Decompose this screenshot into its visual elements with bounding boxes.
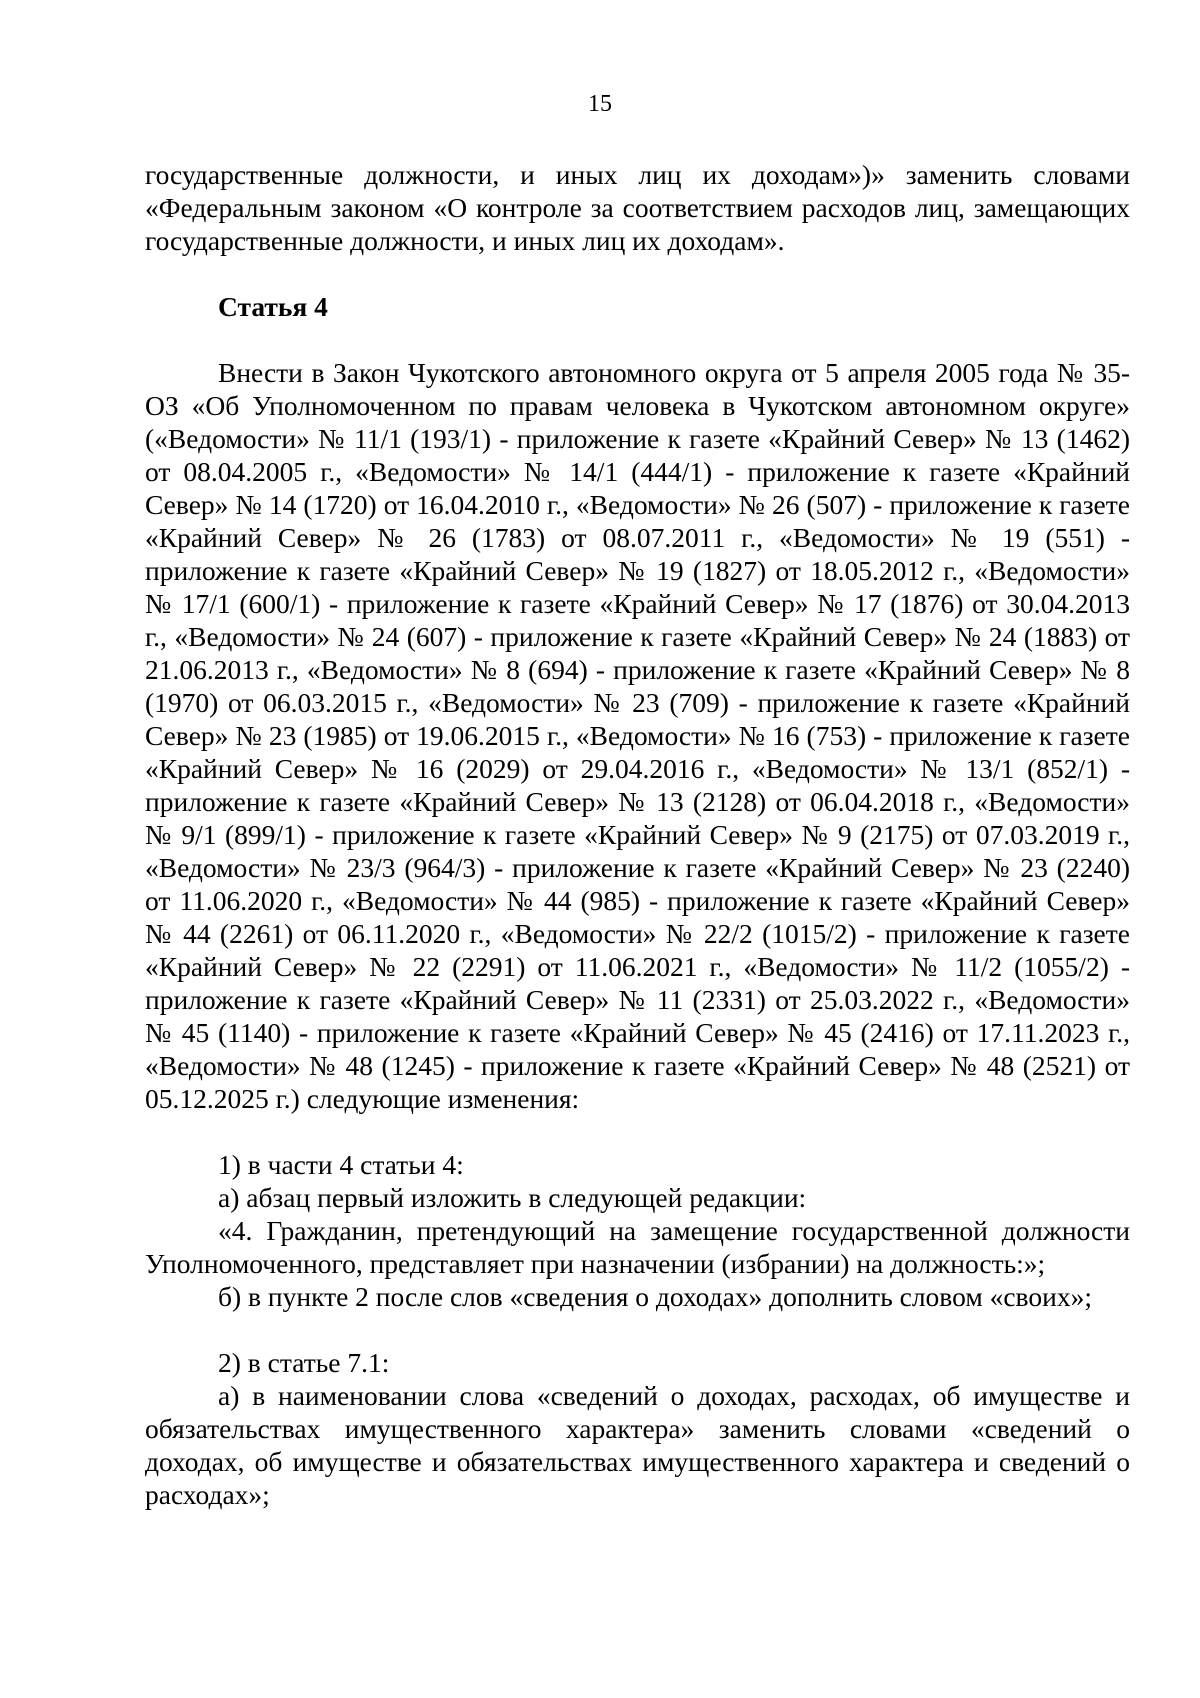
- main-paragraph: Внести в Закон Чукотского автономного округа от 5 апреля 2005 года № 35-ОЗ «Об Уполномоченном по правам человека в Чукотском автономном округе» («Ведомости» № 11/1 (193/1) - приложение к газете «Крайний Север» № 13 (1462) от 08.04.2005 г., «Ведомости» № 14/1 (444/1) - приложение к газете «Крайний Север» № 14 (1720) от 16.04.2010 г., «Ведомости» № 26 (507) - приложение к газете «Крайний Север» № 26 (1783) от 08.07.2011 г., «Ведомости» № 19 (551) - приложение к газете «Крайний Север» № 19 (1827) от 18.05.2012 г., «Ведомости» № 17/1 (600/1) - приложение к газете «Крайний Север» № 17 (1876) от 30.04.2013 г., «Ведомости» № 24 (607) - приложение к газете «Крайний Север» № 24 (1883) от 21.06.2013 г., «Ведомости» № 8 (694) - приложение к газете «Крайний Север» № 8 (1970) от 06.03.2015 г., «Ведомости» № 23 (709) - приложение к газете «Крайний Север» № 23 (1985) от 19.06.2015 г., «Ведомости» № 16 (753) - приложение к газете «Крайний Север» № 16 (2029) от 29.04.2016 г., «Ведомости» № 13/1 (852/1) - приложение к газете «Крайний Север» № 13 (2128) от 06.04.2018 г., «Ведомости» № 9/1 (899/1) - приложение к газете «Крайний Север» № 9 (2175) от 07.03.2019 г., «Ведомости» № 23/3 (964/3) - приложение к газете «Крайний Север» № 23 (2240) от 11.06.2020 г., «Ведомости» № 44 (985) - приложение к газете «Крайний Север» № 44 (2261) от 06.11.2020 г., «Ведомости» № 22/2 (1015/2) - приложение к газете «Крайний Север» № 22 (2291) от 11.06.2021 г., «Ведомости» № 11/2 (1055/2) - приложение к газете «Крайний Север» № 11 (2331) от 25.03.2022 г., «Ведомости» № 45 (1140) - приложение к газете «Крайний Север» № 45 (2416) от 17.11.2023 г., «Ведомости» № 48 (1245) - приложение к газете «Крайний Север» № 48 (2521) от 05.12.2025 г.) следующие изменения:: [145, 357, 1130, 1114]
- item-2-title: 2) в статье 7.1:: [218, 1347, 390, 1378]
- item-2-sub-a: а) в наименовании слова «сведений о доходах, расходах, об имуществе и обязательствах имущественного характера» заменить словами «сведений о доходах, об имуществе и обязательствах имущественного характера и сведений о расходах»;: [145, 1380, 1130, 1510]
- intro-paragraph: государственные должности, и иных лиц их доходам»)» заменить словами «Федеральным законом «О контроле за соответствием расходов лиц, замещающих государственные должности, и иных лиц их доходам».: [145, 159, 1130, 256]
- item-1-title: 1) в части 4 статьи 4:: [218, 1149, 464, 1180]
- page-number: 15: [588, 91, 612, 117]
- item-1-quote: «4. Гражданин, претендующий на замещение государственной должности Уполномоченного, представляет при назначении (избрании) на должность:»;: [145, 1215, 1130, 1279]
- document-body: [145, 158, 1130, 1511]
- item-1-sub-b: б) в пункте 2 после слов «сведения о доходах» дополнить словом «своих»;: [218, 1281, 1092, 1312]
- article-heading: Статья 4: [218, 291, 328, 322]
- item-1-sub-a: а) абзац первый изложить в следующей редакции:: [218, 1182, 807, 1213]
